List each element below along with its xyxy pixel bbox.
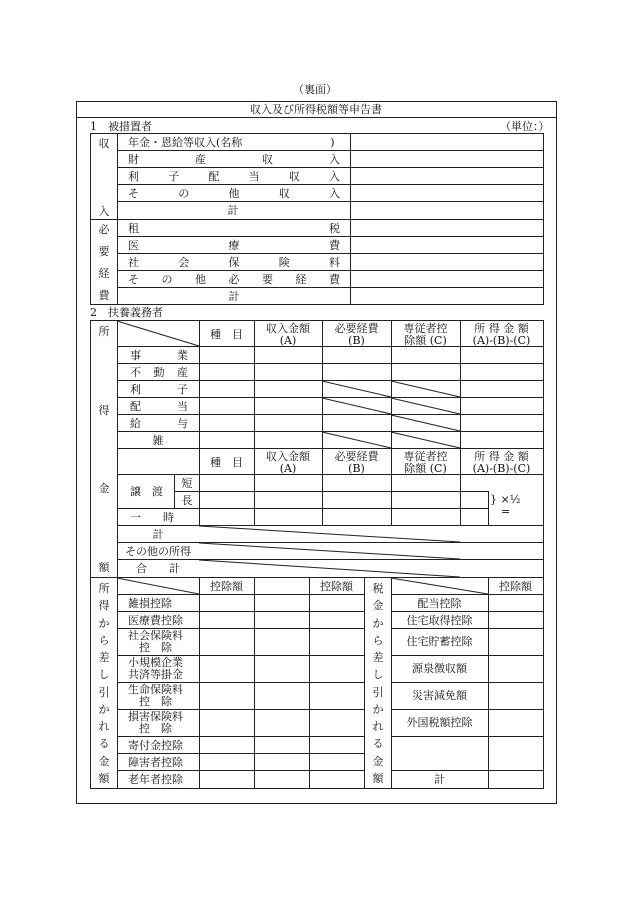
- vertical-char: 差: [98, 651, 110, 665]
- deduction-label: 医療費控除: [128, 614, 183, 627]
- income-type-label: 雑: [152, 434, 164, 447]
- header-b: 必要経費 (B): [334, 450, 379, 475]
- expense-row-label: そ の 他 必 要 経 費: [128, 273, 340, 286]
- vertical-char: 費: [98, 289, 110, 302]
- vertical-char: 金: [98, 482, 110, 496]
- vertical-char: 額: [372, 771, 384, 785]
- vertical-char: 所: [98, 582, 110, 595]
- header-b: 必要経費 (B): [334, 322, 379, 347]
- deduction-label: 寄付金控除: [128, 739, 183, 752]
- vertical-char: 引: [372, 685, 384, 699]
- income-row-label: 計: [227, 204, 239, 217]
- deduction-label: 老年者控除: [128, 773, 183, 786]
- form-title: 収入及び所得税額等申告書: [250, 103, 382, 116]
- vertical-char: 入: [98, 205, 110, 218]
- vertical-char: 差: [372, 651, 384, 665]
- header-c: 専従者控 除額 (C): [403, 450, 448, 475]
- deduction-label: 小規模企業 共済等掛金: [128, 656, 183, 681]
- income-type-label: 事 業: [130, 349, 188, 362]
- income-vertical-label: [97, 138, 111, 218]
- deduction-amount-header: 控除額: [210, 580, 243, 593]
- grand-total-label: 合 計: [136, 562, 180, 575]
- income-type-label: 不 動 産: [130, 366, 188, 379]
- deduction-label: 損害保険料 控 除: [128, 710, 183, 735]
- vertical-char: る: [98, 737, 110, 751]
- expense-row-label: 計: [228, 290, 240, 303]
- income-amount-vertical-label: [97, 326, 111, 574]
- vertical-char: ら: [372, 633, 384, 647]
- tax-deduction-label: 災害減免額: [412, 689, 467, 702]
- income-row-label: 財 産 収 入: [128, 153, 340, 166]
- vertical-char: し: [372, 668, 384, 682]
- header-a: 収入金額 (A): [266, 450, 310, 475]
- jouto-label: 譲 渡: [130, 485, 163, 498]
- vertical-char: か: [372, 702, 384, 716]
- vertical-char: 得: [98, 599, 110, 613]
- vertical-char: か: [372, 616, 384, 630]
- section2-heading: 2 扶養義務者: [90, 306, 163, 319]
- deduction-label: 社会保険料 控 除: [128, 629, 183, 654]
- vertical-char: ら: [98, 633, 110, 647]
- vertical-char: 税: [372, 582, 384, 595]
- tax-deduction-label: 配当控除: [417, 597, 462, 610]
- vertical-char: 金: [372, 599, 384, 613]
- half-formula: } ×½ =: [490, 493, 521, 518]
- short-term-label: 短: [181, 477, 193, 490]
- income-type-label: 給 与: [130, 417, 188, 430]
- income-type-label: 利 子: [130, 383, 188, 396]
- vertical-char: 額: [98, 771, 110, 785]
- header-shumoku: 種 目: [210, 328, 243, 341]
- header-shumoku: 種 目: [210, 456, 243, 469]
- vertical-char: れ: [98, 720, 110, 734]
- deduction-label: 生命保険料 控 除: [128, 683, 183, 708]
- header-c: 専従者控 除額 (C): [403, 322, 448, 347]
- header-d: 所 得 金 額 (A)-(B)-(C): [472, 450, 531, 475]
- header-d: 所 得 金 額 (A)-(B)-(C): [472, 322, 531, 347]
- tax-deduction-label: 源泉徴収額: [412, 662, 467, 675]
- vertical-char: れ: [372, 720, 384, 734]
- income-row-label: 利 子 配 当 収 入: [128, 170, 340, 183]
- header-a: 収入金額 (A): [266, 322, 310, 347]
- tax-deduction-vertical-label: [371, 583, 385, 785]
- section1-heading: 1 被措置者: [90, 120, 152, 133]
- deduction-label: 雑損控除: [128, 597, 172, 610]
- back-side-label: （裏面）: [293, 83, 337, 96]
- vertical-char: 金: [372, 754, 384, 768]
- ichiji-label: 一 時: [130, 511, 174, 524]
- long-term-label: 長: [181, 494, 193, 507]
- expense-row-label: 社 会 保 険 料: [128, 256, 340, 269]
- tax-deduction-label: 住宅貯蓄控除: [406, 635, 473, 648]
- tax-deduction-header: 控除額: [499, 580, 532, 593]
- tax-deduction-label: 計: [434, 773, 445, 786]
- expense-vertical-label: [97, 224, 111, 302]
- vertical-char: か: [98, 702, 110, 716]
- vertical-char: か: [98, 616, 110, 630]
- unit-label: （単位：）: [500, 120, 550, 133]
- deduction-amount-header-2: 控除額: [320, 580, 353, 593]
- vertical-char: 収: [98, 137, 110, 150]
- deduction-vertical-label: [97, 583, 111, 785]
- vertical-char: 必: [98, 223, 110, 236]
- vertical-char: 経: [98, 267, 110, 280]
- expense-row-label: 租 税: [128, 222, 340, 235]
- tax-deduction-label: 外国税額控除: [406, 716, 473, 729]
- other-income-label: その他の所得: [125, 545, 191, 558]
- income-row-label: そ の 他 収 入: [128, 187, 340, 200]
- income-type-label: 配 当: [130, 400, 188, 413]
- expense-row-label: 医 療 費: [128, 239, 340, 252]
- vertical-char: 額: [98, 560, 110, 574]
- tax-deduction-label: 住宅取得控除: [406, 614, 473, 627]
- vertical-char: 得: [98, 403, 110, 417]
- subtotal-label: 計: [152, 528, 164, 541]
- vertical-char: 所: [98, 325, 110, 338]
- deduction-label: 障害者控除: [128, 756, 183, 769]
- vertical-char: る: [372, 737, 384, 751]
- vertical-char: 金: [98, 754, 110, 768]
- vertical-char: 引: [98, 685, 110, 699]
- income-row-label: 年金・恩給等収入(名称 ): [128, 136, 335, 149]
- vertical-char: 要: [98, 245, 110, 258]
- vertical-char: し: [98, 668, 110, 682]
